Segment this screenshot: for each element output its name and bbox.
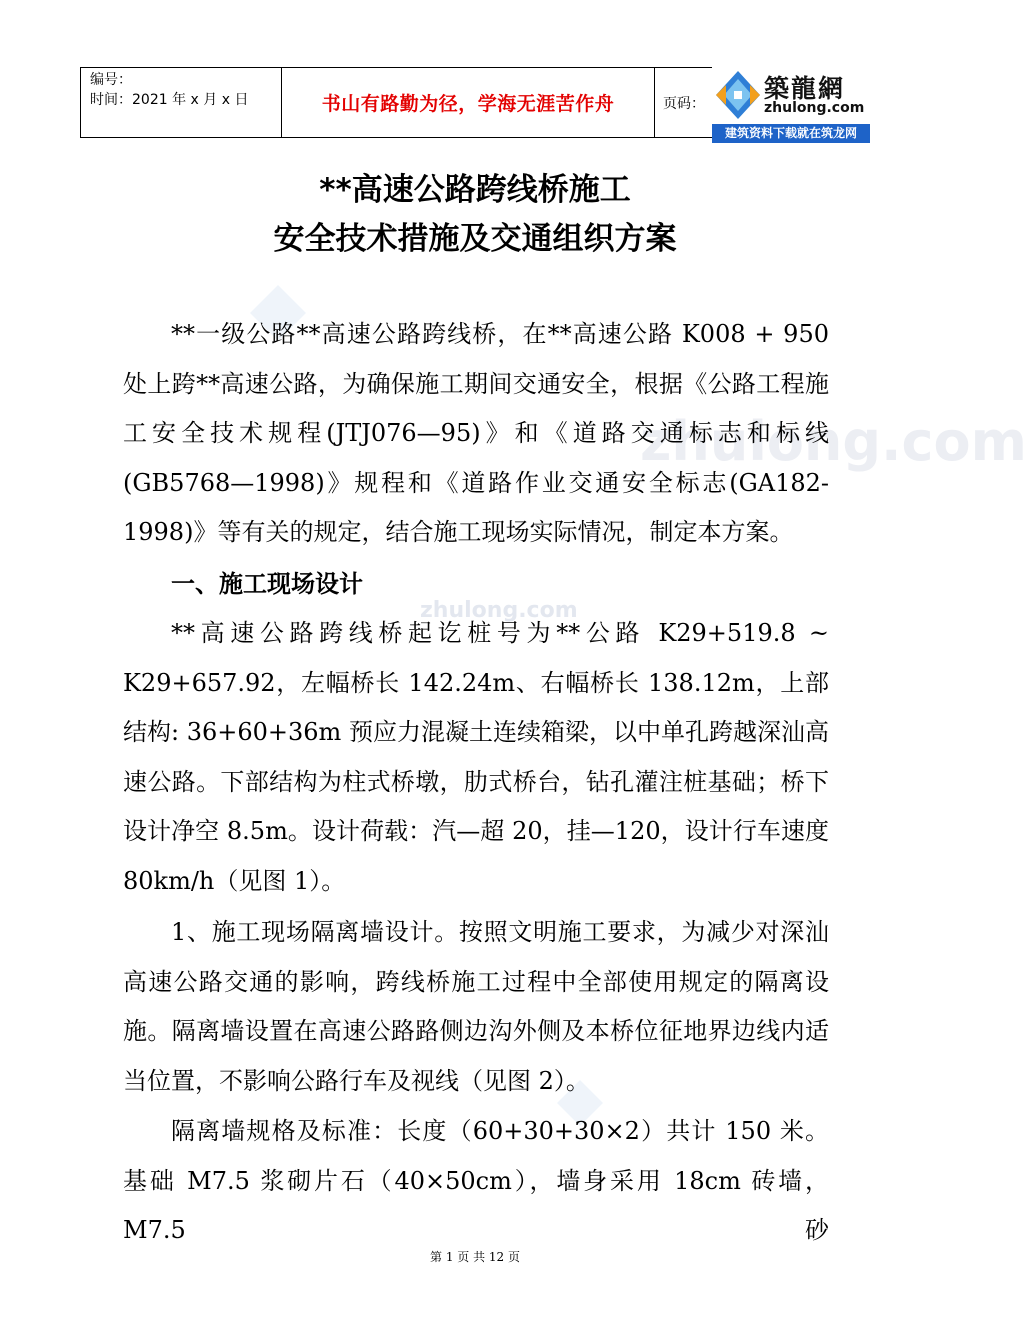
logo-emblem-icon <box>714 69 762 121</box>
section-heading: 一、施工现场设计 <box>171 570 363 598</box>
header-meta-cell <box>80 68 282 137</box>
logo-tagline: 建筑资料下载就在筑龙网 <box>712 124 870 143</box>
header-motto-cell <box>282 68 655 137</box>
page-number-label: 页码： <box>663 96 705 112</box>
wall-spec-paragraph: 隔离墙规格及标准：长度（60+30+30×2）共计 150 米。基础 M7.5 浆砌片石（40×50cm），墙身采用 18cm 砖墙，M7.5 砂 <box>123 1117 829 1244</box>
document-time-label: 时间：2021 年 x 月 x 日 <box>90 92 249 108</box>
document-number-label: 编号： <box>90 72 132 88</box>
item1-paragraph: 1、施工现场隔离墙设计。按照文明施工要求，为减少对深汕高速公路交通的影响，跨线桥施工过程中全部使用规定的隔离设施。隔离墙设置在高速公路路侧边沟外侧及本桥位征地界边线内适当位置，不影响公路行车及视线（见图 2）。 <box>123 918 829 1095</box>
header-page-cell <box>655 68 713 137</box>
section1-paragraph: **高速公路跨线桥起讫桩号为**公路 K29+519.8 ~ K29+657.92，左幅桥长 142.24m、右幅桥长 138.12m，上部结构: 36+60+36m 预应力混凝土连续箱梁，以中单孔跨越深汕高速公路。下部结构为柱式桥墩，肋式桥台，钻孔灌注桩基础；桥下设计净空 8.5m。设计荷载：汽—超 20，挂—120，设计行车速度 80km/h（见图 1）。 <box>123 619 829 895</box>
intro-paragraph: **一级公路**高速公路跨线桥，在**高速公路 K008 + 950 处上跨**高速公路，为确保施工期间交通安全，根据《公路工程施工安全技术规程(JTJ076—95)》和《道路交通标志和标线(GB5768—1998)》规程和《道路作业交通安全标志(GA182-1998)》等有关的规定，结合施工现场实际情况，制定本方案。 <box>123 320 829 546</box>
motto-text: 书山有路勤为径，学海无涯苦作舟 <box>321 93 615 115</box>
logo-chinese-name: 築龍網 <box>764 74 846 103</box>
document-title-line2: 安全技术措施及交通组织方案 <box>273 221 677 257</box>
page-footer: 第 1 页 共 12 页 <box>430 1250 520 1264</box>
zhulong-logo[interactable] <box>712 67 870 143</box>
watermark-text: zhulong.com <box>640 410 1027 473</box>
logo-domain: zhulong.com <box>764 100 865 116</box>
document-title-line1: **高速公路跨线桥施工 <box>319 172 631 208</box>
watermark-text: zhulong.com <box>420 598 578 623</box>
